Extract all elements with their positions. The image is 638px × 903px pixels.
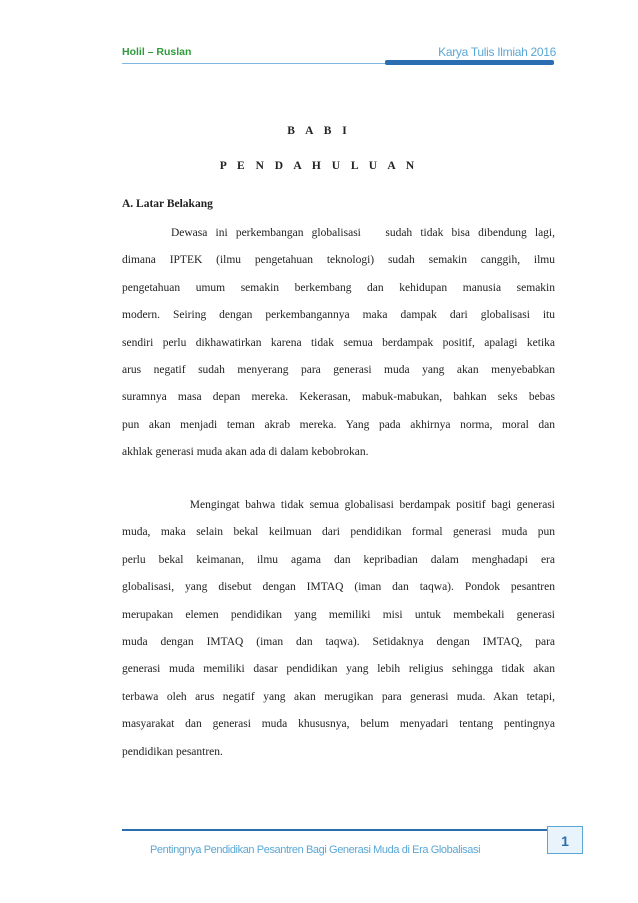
header-author: Holil – Ruslan (122, 46, 192, 58)
paragraph-line: perlu bekal keimanan, ilmu agama dan kepribadian dalam menghadapi era (122, 553, 555, 566)
paragraph-line: pengetahuan umum semakin berkembang dan kehidupan manusia semakin (122, 281, 555, 294)
header-document-type: Karya Tulis Ilmiah 2016 (438, 45, 556, 59)
paragraph-line: terbawa oleh arus negatif yang akan merugikan para generasi muda. Akan tetapi, (122, 690, 555, 703)
paragraph-line: muda, maka selain bekal keilmuan dari pendidikan formal generasi muda pun (122, 526, 555, 539)
paragraph-line: sendiri perlu dikhawatirkan karena tidak semua berdampak positif, apalagi ketika (122, 336, 555, 349)
paragraph-line: generasi muda memiliki dasar pendidikan yang lebih religius sehingga tidak akan (122, 663, 555, 676)
paragraph-line: arus negatif sudah menyerang para generasi muda yang akan menyebabkan (122, 363, 555, 376)
paragraph-line: akhlak generasi muda akan ada di dalam kebobrokan. (122, 446, 369, 459)
paragraph-line: muda dengan IMTAQ (iman dan taqwa). Setidaknya dengan IMTAQ, para (122, 635, 555, 648)
paragraph-line: modern. Seiring dengan perkembangannya maka dampak dari globalisasi itu (122, 309, 555, 322)
paragraph-line: globalisasi, yang disebut dengan IMTAQ (iman dan taqwa). Pondok pesantren (122, 581, 555, 594)
paragraph-line: merupakan elemen pendidikan yang memiliki misi untuk membekali generasi (122, 608, 555, 621)
paragraph-1 (122, 226, 555, 473)
paragraph-line: pun akan menjadi teman akrab mereka. Yang pada akhirnya norma, moral dan (122, 418, 555, 431)
page-number: 1 (547, 826, 583, 854)
paragraph-line: pendidikan pesantren. (122, 745, 223, 758)
paragraph-line: Dewasa ini perkembangan globalisasi sudah tidak bisa dibendung lagi, (122, 227, 555, 239)
paragraph-2 (122, 498, 555, 772)
footer-divider (122, 829, 547, 831)
chapter-number: B A B I (287, 125, 351, 137)
paragraph-line: Mengingat bahwa tidak semua globalisasi berdampak positif bagi generasi (122, 499, 555, 511)
header-divider-accent (385, 60, 554, 65)
footer-title: Pentingnya Pendidikan Pesantren Bagi Generasi Muda di Era Globalisasi (150, 844, 481, 856)
chapter-title: P E N D A H U L U A N (219, 160, 419, 172)
paragraph-line: masyarakat dan generasi muda khususnya, belum menyadari tentang pentingnya (122, 718, 555, 731)
paragraph-line: dimana IPTEK (ilmu pengetahuan teknologi) sudah semakin canggih, ilmu (122, 254, 555, 267)
section-heading: A. Latar Belakang (122, 198, 213, 210)
paragraph-line: suramnya masa depan mereka. Kekerasan, mabuk-mabukan, bahkan seks bebas (122, 391, 555, 404)
